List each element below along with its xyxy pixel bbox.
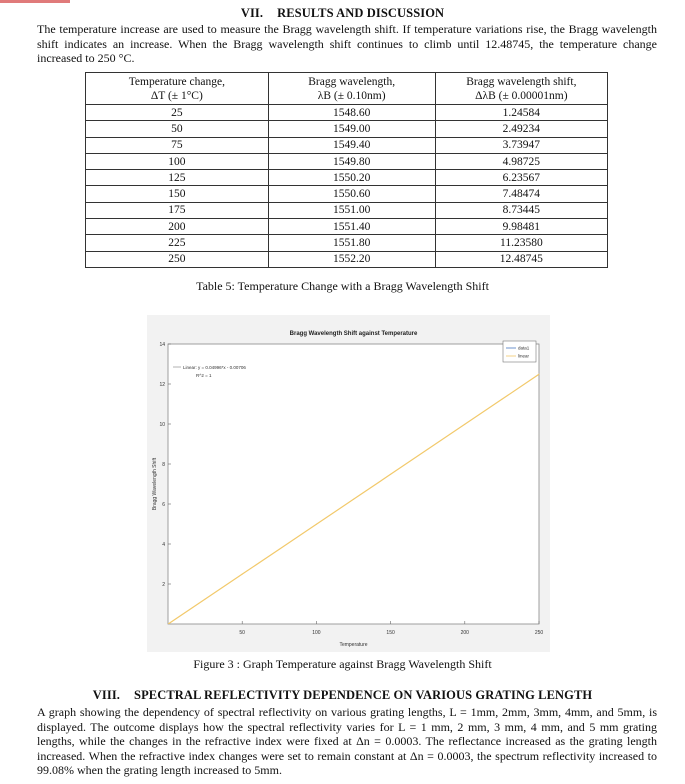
table-cell: 3.73947 xyxy=(435,137,607,153)
y-tick-label: 4 xyxy=(162,542,165,548)
legend-label: data1 xyxy=(518,345,530,351)
table-row xyxy=(86,105,608,121)
y-tick-label: 8 xyxy=(162,462,165,468)
table-row xyxy=(86,121,608,137)
chart-svg xyxy=(147,315,550,652)
section-number: VIII. xyxy=(92,688,121,702)
table-cell: 1552.20 xyxy=(268,251,435,267)
data-point xyxy=(353,499,354,500)
table-caption: Table 5: Temperature Change with a Bragg Wavelength Shift xyxy=(196,279,489,293)
data-point xyxy=(242,574,243,575)
table-cell: 1549.80 xyxy=(268,153,435,169)
chart-title: Bragg Wavelength Shift against Temperature xyxy=(289,331,418,337)
results-table xyxy=(85,72,608,268)
y-tick-label: 6 xyxy=(162,502,165,508)
table-cell: 75 xyxy=(86,137,269,153)
table-cell: 1550.20 xyxy=(268,170,435,186)
table-cell: 1549.00 xyxy=(268,121,435,137)
table-row xyxy=(86,202,608,218)
y-tick-label: 14 xyxy=(159,342,165,348)
section-number: VII. xyxy=(240,6,264,20)
table-cell: 4.98725 xyxy=(435,153,607,169)
data-point xyxy=(464,424,465,425)
x-tick-label: 200 xyxy=(460,630,469,636)
table-cell: 1551.80 xyxy=(268,235,435,251)
table-cell: 200 xyxy=(86,219,269,235)
data-point xyxy=(501,399,502,400)
table-row xyxy=(86,170,608,186)
y-tick-label: 12 xyxy=(159,382,165,388)
table-cell: 1.24584 xyxy=(435,105,607,121)
table-header-cell: Bragg wavelength shift, ΔλB (± 0.00001nm) xyxy=(435,73,607,105)
x-tick-label: 100 xyxy=(312,630,321,636)
table-cell: 9.98481 xyxy=(435,219,607,235)
table-cell: 225 xyxy=(86,235,269,251)
table-cell: 175 xyxy=(86,202,269,218)
r-squared-label: R^2 = 1 xyxy=(196,373,212,378)
table-cell: 25 xyxy=(86,105,269,121)
table-cell: 6.23567 xyxy=(435,170,607,186)
section-title: SPECTRAL REFLECTIVITY DEPENDENCE ON VARIOUS GRATING LENGTH xyxy=(134,688,593,702)
table-cell: 11.23580 xyxy=(435,235,607,251)
results-paragraph: The temperature increase are used to measure the Bragg wavelength shift. If temperature variations rise, the Bragg wavelength shift indicates an increase. When the Bragg wavelength shift continues to climb until 12.48745, the temperature change increased to 250 °C. xyxy=(37,22,657,65)
table-row xyxy=(86,186,608,202)
data-point xyxy=(316,524,317,525)
table-cell: 2.49234 xyxy=(435,121,607,137)
data-point xyxy=(538,374,539,375)
legend-label: linear xyxy=(518,353,530,359)
table-row xyxy=(86,137,608,153)
table-header-cell: Temperature change, ΔT (± 1°C) xyxy=(86,73,269,105)
section-title: RESULTS AND DISCUSSION xyxy=(277,6,445,20)
table-row xyxy=(86,153,608,169)
figure-chart xyxy=(147,315,550,652)
y-tick-label: 10 xyxy=(159,422,165,428)
table-cell: 1550.60 xyxy=(268,186,435,202)
x-axis-label: Temperature xyxy=(339,642,368,648)
section-heading-reflectivity xyxy=(0,688,685,703)
table-cell: 8.73445 xyxy=(435,202,607,218)
table-cell: 1548.60 xyxy=(268,105,435,121)
fit-equation: Linear: y = 0.04996*x - 0.00706 xyxy=(183,365,246,370)
data-point xyxy=(205,598,206,599)
table-cell: 1551.40 xyxy=(268,219,435,235)
data-point xyxy=(390,474,391,475)
table-row xyxy=(86,251,608,267)
table-cell: 7.48474 xyxy=(435,186,607,202)
data-point xyxy=(279,549,280,550)
table-cell: 1551.00 xyxy=(268,202,435,218)
table-header-cell: Bragg wavelength, λB (± 0.10nm) xyxy=(268,73,435,105)
plot-area xyxy=(168,344,539,624)
figure-caption: Figure 3 : Graph Temperature against Bragg Wavelength Shift xyxy=(193,657,492,671)
y-axis-label: Bragg Wavelength Shift xyxy=(152,457,158,511)
x-tick-label: 150 xyxy=(386,630,395,636)
table-cell: 150 xyxy=(86,186,269,202)
table-cell: 250 xyxy=(86,251,269,267)
table-cell: 50 xyxy=(86,121,269,137)
table-row xyxy=(86,235,608,251)
table-row xyxy=(86,219,608,235)
reflectivity-paragraph: A graph showing the dependency of spectral reflectivity on various grating lengths, L = 1mm, 2mm, 3mm, 4mm, and 5mm, is displayed. The outcome displays how the spectral reflectivity varies for L = 1 mm, 2 mm, 3 mm, 4 mm, and 5 mm grating lengths, while the changes in the refractive index were fixed at Δn = 0.0003. The reflectance increased as the grating length increased. When the refractive index changes were set to remain constant at Δn = 0.0003, the spectrum reflectivity increased to 99.08% when the grating length increased to 5mm. xyxy=(37,705,657,777)
page-top-mark xyxy=(0,0,70,3)
legend-box xyxy=(503,341,536,362)
table-header-row xyxy=(86,73,608,105)
table-cell: 12.48745 xyxy=(435,251,607,267)
table-cell: 125 xyxy=(86,170,269,186)
table-cell: 1549.40 xyxy=(268,137,435,153)
section-heading-results xyxy=(0,6,685,21)
data-point xyxy=(427,449,428,450)
x-tick-label: 250 xyxy=(534,630,544,636)
x-tick-label: 50 xyxy=(239,630,245,636)
y-tick-label: 2 xyxy=(162,582,165,588)
table-cell: 100 xyxy=(86,153,269,169)
